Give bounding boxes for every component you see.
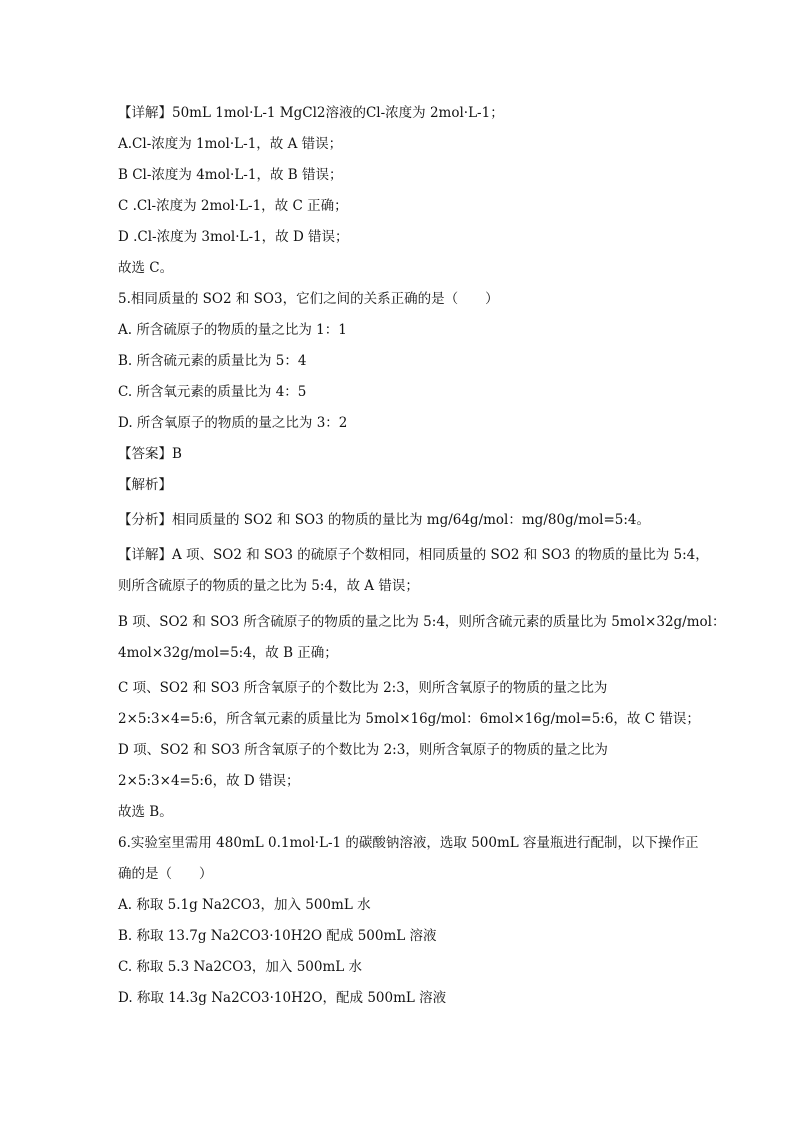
- question-5-option-b: B. 所含硫元素的质量比为 5：4: [118, 353, 307, 369]
- option-analysis-c: C .Cl-浓度为 2mol·L-1，故 C 正确；: [118, 198, 348, 214]
- question-5-option-d: D. 所含氧原子的物质的量之比为 3：2: [118, 415, 348, 431]
- detail-line-b-cont: 4mol×32g/mol=5:4，故 B 正确；: [118, 645, 338, 661]
- detail-line-c-cont: 2×5:3×4=5:6，所含氧元素的质量比为 5mol×16g/mol：6mol×16g/mol=5:6，故 C 错误；: [118, 711, 700, 727]
- analysis-line: 【分析】相同质量的 SO2 和 SO3 的物质的量比为 mg/64g/mol：mg/80g/mol=5:4。: [118, 512, 651, 528]
- detail-line-a-cont: 则所含硫原子的物质的量之比为 5:4，故 A 错误；: [118, 578, 419, 594]
- conclusion-line-2: 故选 B。: [118, 804, 173, 820]
- conclusion-line: 故选 C。: [118, 260, 174, 276]
- question-6-stem: 6.实验室里需用 480mL 0.1mol·L-1 的碳酸钠溶液，选取 500mL 容量瓶进行配制，以下操作正: [118, 835, 699, 851]
- analysis-label: 【解析】: [118, 477, 172, 493]
- question-5-option-a: A. 所含硫原子的物质的量之比为 1：1: [118, 322, 347, 338]
- question-5-option-c: C. 所含氧元素的质量比为 4：5: [118, 384, 307, 400]
- detail-line-d: D 项、SO2 和 SO3 所含氧原子的个数比为 2:3，则所含氧原子的物质的量之比为: [118, 742, 608, 758]
- question-6-option-c: C. 称取 5.3 Na2CO3，加入 500mL 水: [118, 959, 363, 975]
- detail-line: 【详解】50mL 1mol·L-1 MgCl2溶液的Cl-浓度为 2mol·L-1；: [118, 105, 504, 121]
- question-6-option-a: A. 称取 5.1g Na2CO3，加入 500mL 水: [118, 897, 371, 913]
- question-6-option-d: D. 称取 14.3g Na2CO3·10H2O，配成 500mL 溶液: [118, 990, 447, 1006]
- question-6-stem-cont: 确的是（ ）: [118, 866, 213, 882]
- detail-line-a: 【详解】A 项、SO2 和 SO3 的硫原子个数相同，相同质量的 SO2 和 SO3 的物质的量比为 5:4，: [118, 547, 709, 563]
- detail-line-b: B 项、SO2 和 SO3 所含硫原子的物质的量之比为 5:4，则所含硫元素的质量比为 5mol×32g/mol：: [118, 614, 726, 630]
- option-analysis-d: D .Cl-浓度为 3mol·L-1，故 D 错误；: [118, 229, 349, 245]
- option-analysis-a: A.Cl-浓度为 1mol·L-1，故 A 错误；: [118, 136, 343, 152]
- answer-label: 【答案】B: [118, 446, 182, 462]
- detail-line-c: C 项、SO2 和 SO3 所含氧原子的个数比为 2:3，则所含氧原子的物质的量之比为: [118, 680, 608, 696]
- question-5-stem: 5.相同质量的 SO2 和 SO3，它们之间的关系正确的是（ ）: [118, 291, 499, 307]
- question-6-option-b: B. 称取 13.7g Na2CO3·10H2O 配成 500mL 溶液: [118, 928, 437, 944]
- option-analysis-b: B Cl-浓度为 4mol·L-1，故 B 错误；: [118, 167, 343, 183]
- detail-line-d-cont: 2×5:3×4=5:6，故 D 错误；: [118, 773, 300, 789]
